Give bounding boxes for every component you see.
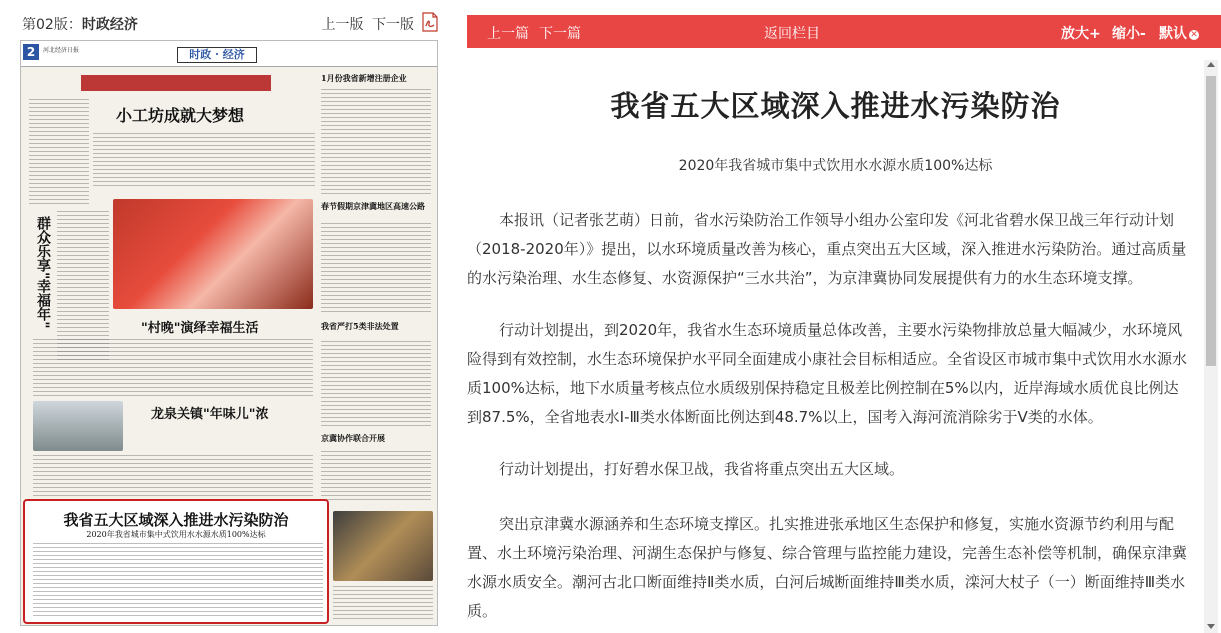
pdf-icon[interactable] bbox=[422, 12, 438, 32]
article-paragraph: 本报讯（记者张艺萌）日前，省水污染防治工作领导小组办公室印发《河北省碧水保卫战三年行动计划（2018-2020年）》提出，以水环境质量改善为核心，重点突出五大区域，深入推进水污染防治。通过高质量的水污染治理、水生态修复、水资源保护“三水共治”，为京津冀协同发展提供有力的水生态环境支撑。 bbox=[467, 211, 1187, 287]
highlighted-article-box[interactable] bbox=[23, 499, 329, 624]
next-article-link[interactable]: 下一篇 bbox=[539, 26, 581, 42]
next-edition-link[interactable]: 下一版 bbox=[372, 17, 414, 33]
vertical-scrollbar[interactable] bbox=[1204, 60, 1218, 633]
red-banner bbox=[81, 75, 271, 91]
article-paragraph: 突出京津冀水源涵养和生态环境支撑区。扎实推进张承地区生态保护和修复，实施水资源节约利用与配置、水土环境污染治理、河湖生态保护与修复、综合管理与监控能力建设，完善生态补偿等机制，确保京津冀水源水质安全。潮河古北口断面维持Ⅱ类水质，白河后城断面维持Ⅲ类水质，滦河大杖子（一）断面维持Ⅲ类水质。 bbox=[467, 515, 1188, 620]
prev-article-link[interactable]: 上一篇 bbox=[487, 26, 529, 42]
scroll-down-arrow-icon[interactable] bbox=[1207, 624, 1215, 629]
lantern-photo bbox=[113, 199, 313, 309]
factory-photo bbox=[333, 511, 433, 581]
headline-8[interactable]: 京冀协作联合开展 bbox=[321, 433, 385, 443]
zoom-in-button[interactable]: 放大+ bbox=[1061, 26, 1101, 42]
page-preview-panel bbox=[0, 0, 450, 633]
masthead-brand: 河北经济日报 bbox=[43, 47, 80, 54]
headline-4[interactable]: 群众乐享"幸福年" bbox=[35, 216, 51, 329]
headline-3[interactable]: 龙泉关镇"年味儿"浓 bbox=[151, 407, 269, 422]
highlighted-article-title: 我省五大区域深入推进水污染防治 bbox=[63, 511, 289, 529]
default-size-label: 默认 bbox=[1159, 26, 1187, 42]
prev-edition-link[interactable]: 上一版 bbox=[321, 17, 364, 33]
zoom-out-button[interactable]: 缩小- bbox=[1112, 26, 1146, 42]
edition-number: 第02版： bbox=[22, 17, 82, 33]
headline-7[interactable]: 我省严打5类非法处置 bbox=[321, 321, 399, 331]
article-subtitle: 2020年我省城市集中式饮用水水源水质100%达标 bbox=[678, 158, 993, 174]
newspaper-page-image[interactable] bbox=[20, 40, 438, 626]
article-title: 我省五大区域深入推进水污染防治 bbox=[610, 89, 1061, 123]
headline-1[interactable]: 小工坊成就大梦想 bbox=[116, 106, 245, 125]
article-paragraph: 行动计划提出，到2020年，我省水生态环境质量总体改善，主要水污染物排放总量大幅减少，水环境风险得到有效控制，水生态环境保护水平同全面建成小康社会目标相适应。全省设区市城市集中式饮用水水源水质100%达标，地下水质量考核点位水质级别保持稳定且极差比例控制在5%以内，近岸海域水质优良比例达到87.5%，全省地表水Ⅰ-Ⅲ类水体断面比例达到48.7%以上，国考入海河流消除劣于Ⅴ类的水体。 bbox=[467, 321, 1188, 426]
street-photo bbox=[33, 401, 123, 451]
edition-section: 时政经济 bbox=[81, 17, 138, 33]
back-to-column-link[interactable]: 返回栏目 bbox=[764, 26, 820, 42]
headline-6[interactable]: 春节假期京津冀地区高速公路 bbox=[321, 201, 425, 211]
headline-5[interactable]: 1月份我省新增注册企业 bbox=[321, 73, 407, 83]
highlighted-article-subtitle: 2020年我省城市集中式饮用水水源水质100%达标 bbox=[86, 530, 266, 539]
scroll-up-arrow-icon[interactable] bbox=[1207, 62, 1215, 67]
section-title: 时政 · 经济 bbox=[177, 47, 257, 63]
page-number-badge: 2 bbox=[23, 44, 39, 60]
article-toolbar bbox=[467, 15, 1221, 48]
default-size-button[interactable] bbox=[1159, 23, 1199, 43]
scrollbar-thumb[interactable] bbox=[1206, 76, 1216, 366]
article-paragraph: 行动计划提出，打好碧水保卫战，我省将重点突出五大区域。 bbox=[499, 460, 905, 478]
edition-label bbox=[22, 14, 138, 34]
edition-header bbox=[22, 12, 440, 36]
headline-2[interactable]: "村晚"演绎幸福生活 bbox=[141, 321, 259, 336]
article-content bbox=[467, 60, 1204, 633]
edition-pager bbox=[318, 14, 414, 34]
newspaper-masthead bbox=[21, 41, 437, 67]
close-circle-icon: ✕ bbox=[1190, 30, 1198, 40]
